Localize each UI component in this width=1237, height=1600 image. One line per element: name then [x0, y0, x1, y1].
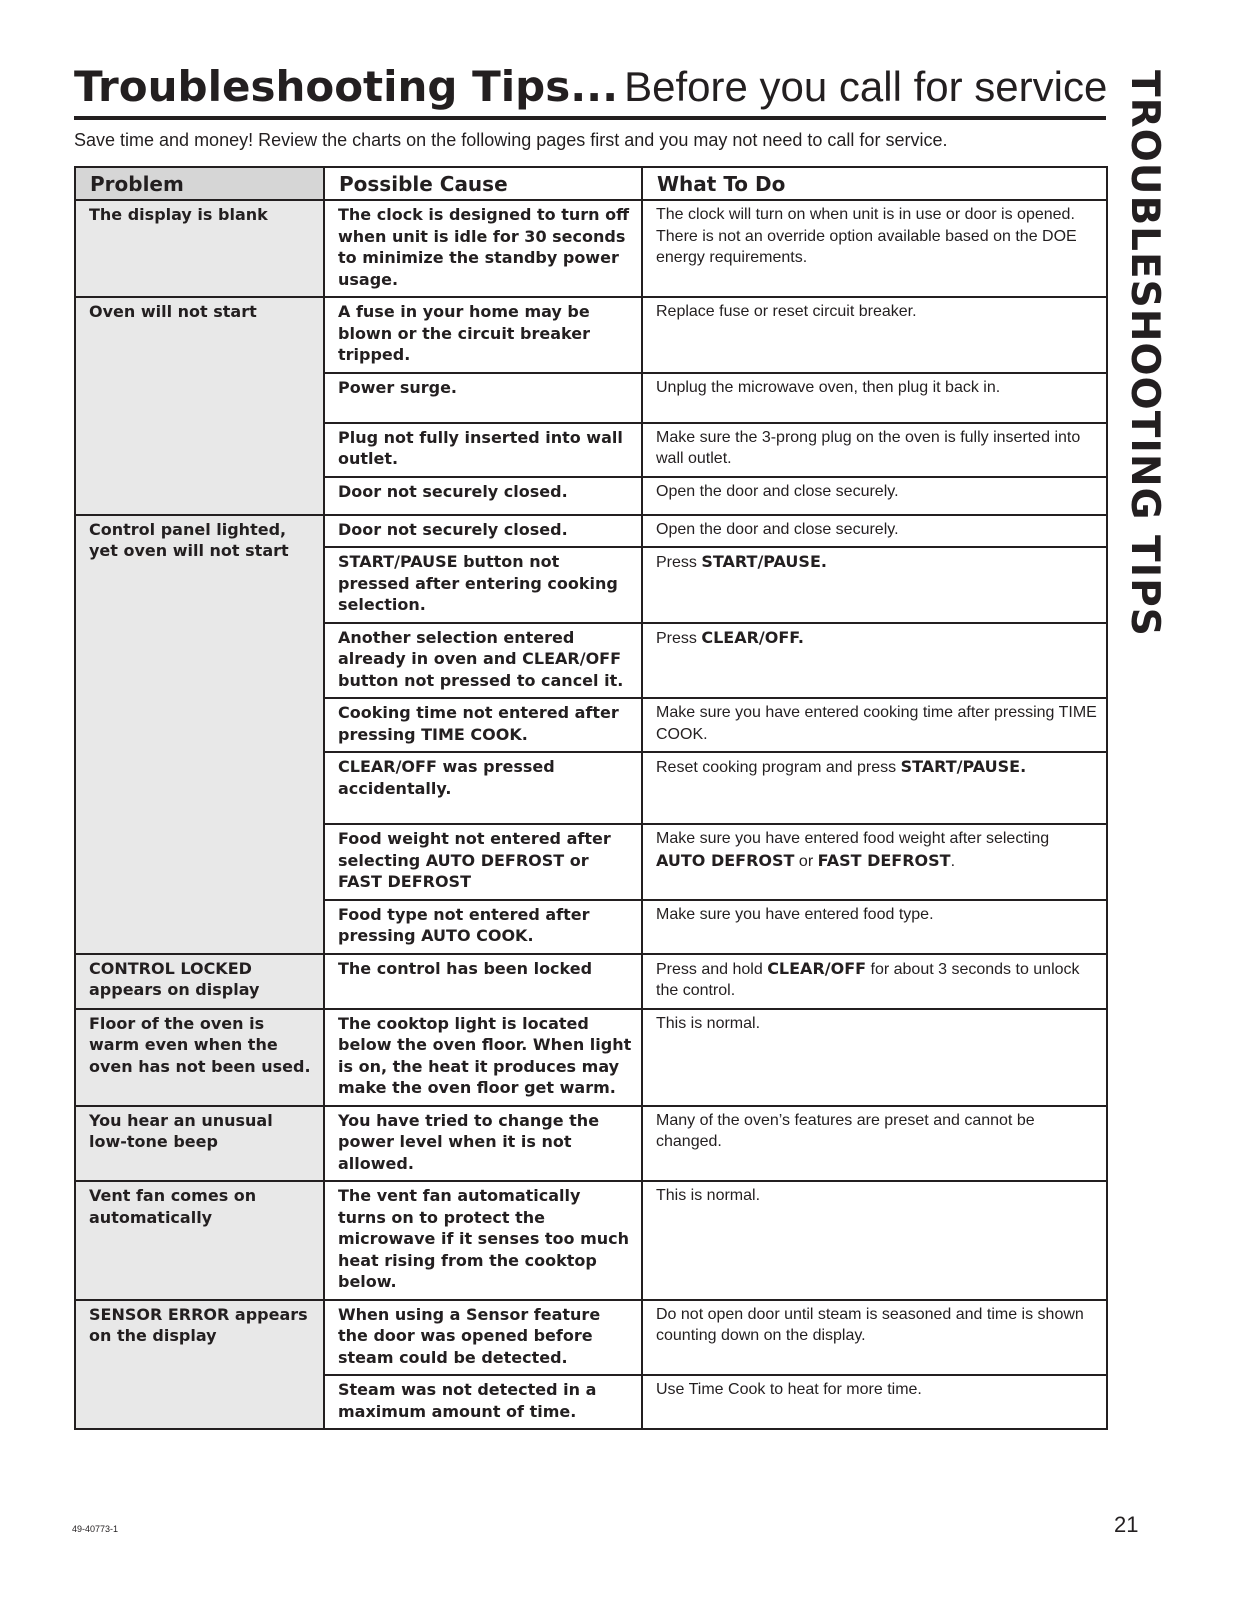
- todo-cell: [642, 1181, 1107, 1300]
- table-body: [75, 200, 1107, 1429]
- header-todo: What To Do: [642, 167, 1107, 200]
- todo-cell: [642, 1375, 1107, 1429]
- title-bold: Troubleshooting Tips...: [74, 62, 619, 111]
- todo-cell: [642, 698, 1107, 752]
- todo-cell: [642, 297, 1107, 373]
- cause-cell: Power surge.: [324, 373, 642, 423]
- cause-cell: You have tried to change the power level when it is not allowed.: [324, 1106, 642, 1182]
- todo-text: Many of the oven’s features are preset and cannot be changed.: [656, 1111, 1035, 1150]
- problem-cell: SENSOR ERROR appears on the display: [75, 1300, 324, 1430]
- todo-text: or: [794, 852, 818, 870]
- problem-cell: Oven will not start: [75, 297, 324, 515]
- table-row: [75, 297, 1107, 373]
- todo-text: Make sure you have entered food type.: [656, 905, 934, 923]
- todo-text: Reset cooking program and press: [656, 759, 901, 776]
- cause-cell: Food type not entered after pressing AUTO COOK.: [324, 900, 642, 954]
- todo-text: Make sure you have entered cooking time after pressing TIME COOK.: [656, 704, 1097, 743]
- cause-cell: The control has been locked: [324, 954, 642, 1009]
- cause-cell: Steam was not detected in a maximum amount of time.: [324, 1375, 642, 1429]
- todo-text: .: [950, 852, 956, 870]
- problem-cell: The display is blank: [75, 200, 324, 297]
- cause-cell: Another selection entered already in oven and CLEAR/OFF button not pressed to cancel it.: [324, 623, 642, 699]
- page-number: 21: [1114, 1512, 1139, 1537]
- todo-text: Unplug the microwave oven, then plug it back in.: [656, 378, 1001, 396]
- cause-cell: The clock is designed to turn off when unit is idle for 30 seconds to minimize the standby power usage.: [324, 200, 642, 297]
- todo-text: Press: [656, 554, 702, 571]
- cause-cell: Door not securely closed.: [324, 477, 642, 515]
- problem-cell: Vent fan comes on automatically: [75, 1181, 324, 1300]
- title-rule: [74, 116, 1106, 120]
- sidebar-label: TROUBLESHOOTING TIPS: [1122, 70, 1167, 637]
- cause-cell: The cooktop light is located below the oven floor. When light is on, the heat it produces may make the oven floor get warm.: [324, 1009, 642, 1106]
- cause-cell: When using a Sensor feature the door was opened before steam could be detected.: [324, 1300, 642, 1376]
- cause-cell: START/PAUSE button not pressed after entering cooking selection.: [324, 547, 642, 623]
- cause-cell: Cooking time not entered after pressing TIME COOK.: [324, 698, 642, 752]
- cause-cell: Door not securely closed.: [324, 515, 642, 548]
- table-row: [75, 954, 1107, 1009]
- todo-cell: [642, 954, 1107, 1009]
- todo-text: FAST DEFROST: [817, 850, 951, 870]
- todo-text: Open the door and close securely.: [656, 520, 899, 538]
- todo-text: Press: [656, 629, 702, 647]
- table-row: [75, 1009, 1107, 1106]
- page-title: [74, 60, 1107, 114]
- title-light: Before you call for service: [624, 63, 1108, 110]
- todo-cell: [642, 515, 1107, 548]
- todo-cell: [642, 1300, 1107, 1376]
- todo-cell: [642, 547, 1107, 623]
- problem-cell: Control panel lighted, yet oven will not start: [75, 515, 324, 954]
- todo-cell: [642, 200, 1107, 297]
- todo-cell: [642, 373, 1107, 423]
- todo-text: Open the door and close securely.: [656, 482, 899, 500]
- intro-text: Save time and money! Review the charts on the following pages first and you may not need to call for service.: [74, 130, 948, 150]
- problem-cell: You hear an unusual low-tone beep: [75, 1106, 324, 1182]
- table-row: [75, 200, 1107, 297]
- table-row: [75, 1300, 1107, 1376]
- todo-text: The clock will turn on when unit is in use or door is opened. There is not an override option available based on the DOE energy requirements.: [656, 206, 1077, 266]
- todo-cell: [642, 1009, 1107, 1106]
- table-header-row: [75, 167, 1107, 200]
- todo-cell: [642, 477, 1107, 515]
- todo-text: CLEAR/OFF: [767, 958, 867, 978]
- todo-text: Replace fuse or reset circuit breaker.: [656, 303, 917, 320]
- todo-text: START/PAUSE.: [701, 552, 827, 571]
- cause-cell: The vent fan automatically turns on to protect the microwave if it senses too much heat rising from the cooktop below.: [324, 1181, 642, 1300]
- problem-cell: Floor of the oven is warm even when the oven has not been used.: [75, 1009, 324, 1106]
- todo-cell: [642, 1106, 1107, 1182]
- table-row: [75, 515, 1107, 548]
- doc-number: 49-40773-1: [72, 1524, 119, 1534]
- todo-cell: [642, 900, 1107, 954]
- todo-text: Make sure the 3-prong plug on the oven is fully inserted into wall outlet.: [656, 428, 1081, 467]
- cause-cell: Food weight not entered after selecting AUTO DEFROST or FAST DEFROST: [324, 824, 642, 900]
- todo-text: This is normal.: [656, 1014, 761, 1032]
- todo-text: Make sure you have entered food weight after selecting: [656, 830, 1050, 847]
- todo-text: This is normal.: [656, 1187, 761, 1204]
- todo-cell: [642, 824, 1107, 900]
- problem-cell: CONTROL LOCKED appears on display: [75, 954, 324, 1009]
- troubleshooting-table: [74, 166, 1108, 1430]
- header-cause: Possible Cause: [324, 167, 642, 200]
- header-problem: Problem: [75, 167, 324, 200]
- todo-cell: [642, 423, 1107, 477]
- todo-cell: [642, 752, 1107, 824]
- todo-text: CLEAR/OFF.: [701, 627, 804, 647]
- cause-cell: A fuse in your home may be blown or the circuit breaker tripped.: [324, 297, 642, 373]
- todo-cell: [642, 623, 1107, 699]
- todo-text: for about 3 seconds to unlock the control.: [656, 960, 1080, 999]
- sidebar-tab: [1122, 70, 1180, 637]
- todo-text: AUTO DEFROST: [656, 850, 795, 870]
- todo-text: Press and hold: [656, 960, 768, 978]
- table-row: [75, 1181, 1107, 1300]
- todo-text: START/PAUSE.: [900, 757, 1027, 776]
- todo-text: Use Time Cook to heat for more time.: [656, 1381, 922, 1398]
- cause-cell: CLEAR/OFF was pressed accidentally.: [324, 752, 642, 824]
- table-row: [75, 1106, 1107, 1182]
- cause-cell: Plug not fully inserted into wall outlet.: [324, 423, 642, 477]
- todo-text: Do not open door until steam is seasoned and time is shown counting down on the display.: [656, 1305, 1084, 1344]
